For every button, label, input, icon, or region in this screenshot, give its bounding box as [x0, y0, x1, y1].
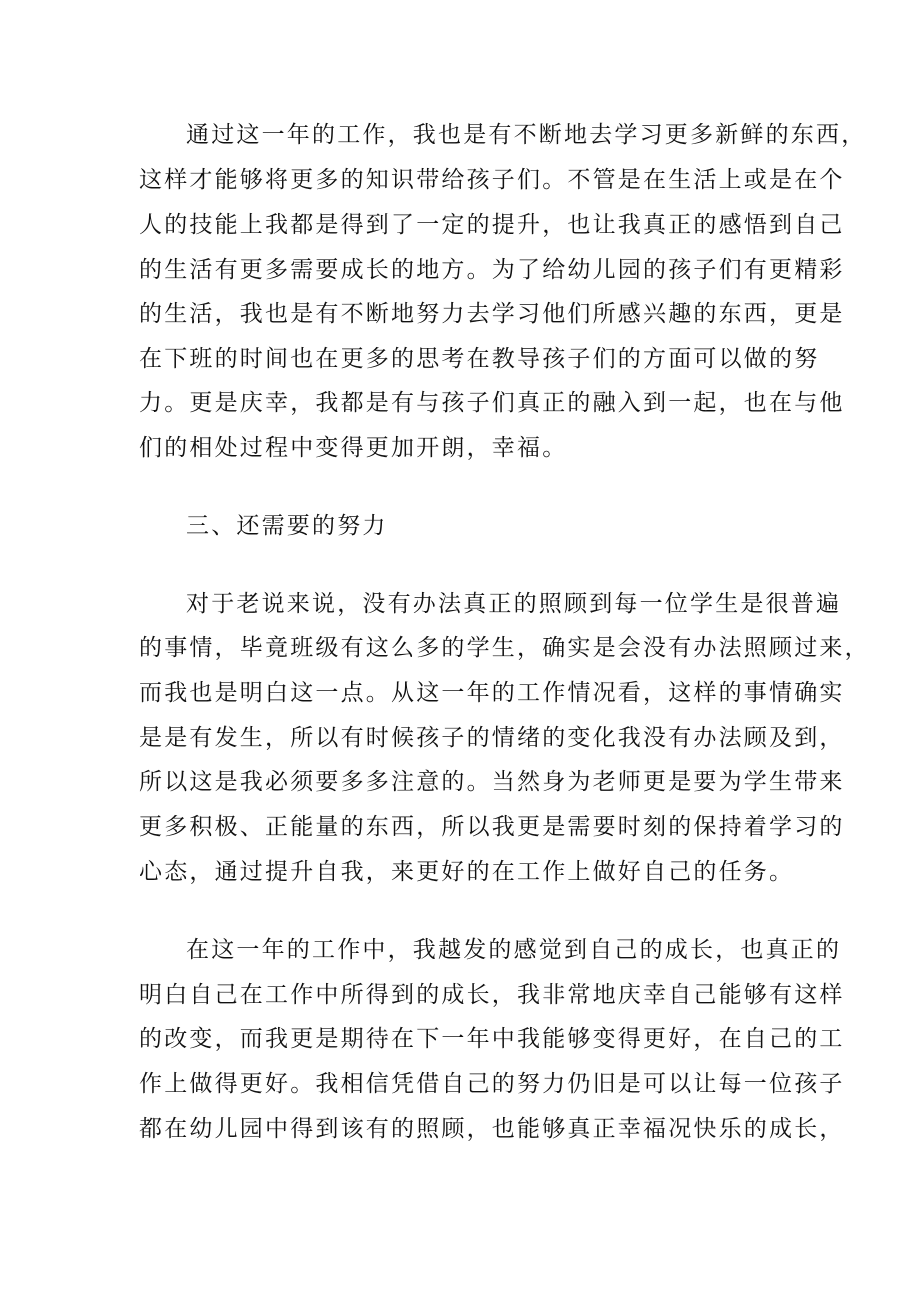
paragraph-1-line-4: 的生活有更多需要成长的地方。为了给幼儿园的孩子们有更精彩 [139, 257, 845, 283]
paragraph-3-line-3: 的改变，而我更是期待在下一年中我能够变得更好，在自己的工 [139, 1026, 845, 1052]
paragraph-2-line-2: 的事情，毕竟班级有这么多的学生，确实是会没有办法照顾过来， [139, 635, 870, 661]
paragraph-1-line-2: 这样才能够将更多的知识带给孩子们。不管是在生活上或是在个 [139, 167, 845, 193]
section-heading: 三、还需要的努力 [186, 513, 388, 539]
paragraph-2-line-1: 对于老说来说，没有办法真正的照顾到每一位学生是很普遍 [186, 591, 842, 617]
paragraph-3-line-5: 都在幼儿园中得到该有的照顾，也能够真正幸福况快乐的成长， [139, 1116, 845, 1142]
paragraph-1-line-7: 力。更是庆幸，我都是有与孩子们真正的融入到一起，也在与他 [139, 390, 845, 416]
paragraph-2-line-4: 是是有发生，所以有时候孩子的情绪的变化我没有办法顾及到， [139, 725, 845, 751]
paragraph-3-line-1: 在这一年的工作中，我越发的感觉到自己的成长，也真正的 [186, 937, 842, 963]
paragraph-2-line-5: 所以这是我必须要多多注意的。当然身为老师更是要为学生带来 [139, 769, 845, 795]
paragraph-2-line-3: 而我也是明白这一点。从这一年的工作情况看，这样的事情确实 [139, 680, 845, 706]
paragraph-1-line-5: 的生活，我也是有不断地努力去学习他们所感兴趣的东西，更是 [139, 301, 845, 327]
paragraph-1-line-8: 们的相处过程中变得更加开朗，幸福。 [139, 435, 568, 461]
paragraph-3-line-4: 作上做得更好。我相信凭借自己的努力仍旧是可以让每一位孩子 [139, 1071, 845, 1097]
paragraph-2-line-7: 心态，通过提升自我，来更好的在工作上做好自己的任务。 [139, 859, 795, 885]
paragraph-1-line-1: 通过这一年的工作，我也是有不断地去学习更多新鲜的东西， [186, 122, 867, 148]
paragraph-2-line-6: 更多积极、正能量的东西，所以我更是需要时刻的保持着学习的 [139, 814, 845, 840]
paragraph-1-line-3: 人的技能上我都是得到了一定的提升，也让我真正的感悟到自己 [139, 212, 845, 238]
paragraph-1-line-6: 在下班的时间也在更多的思考在教导孩子们的方面可以做的努 [139, 346, 820, 372]
paragraph-3-line-2: 明白自己在工作中所得到的成长，我非常地庆幸自己能够有这样 [139, 982, 845, 1008]
